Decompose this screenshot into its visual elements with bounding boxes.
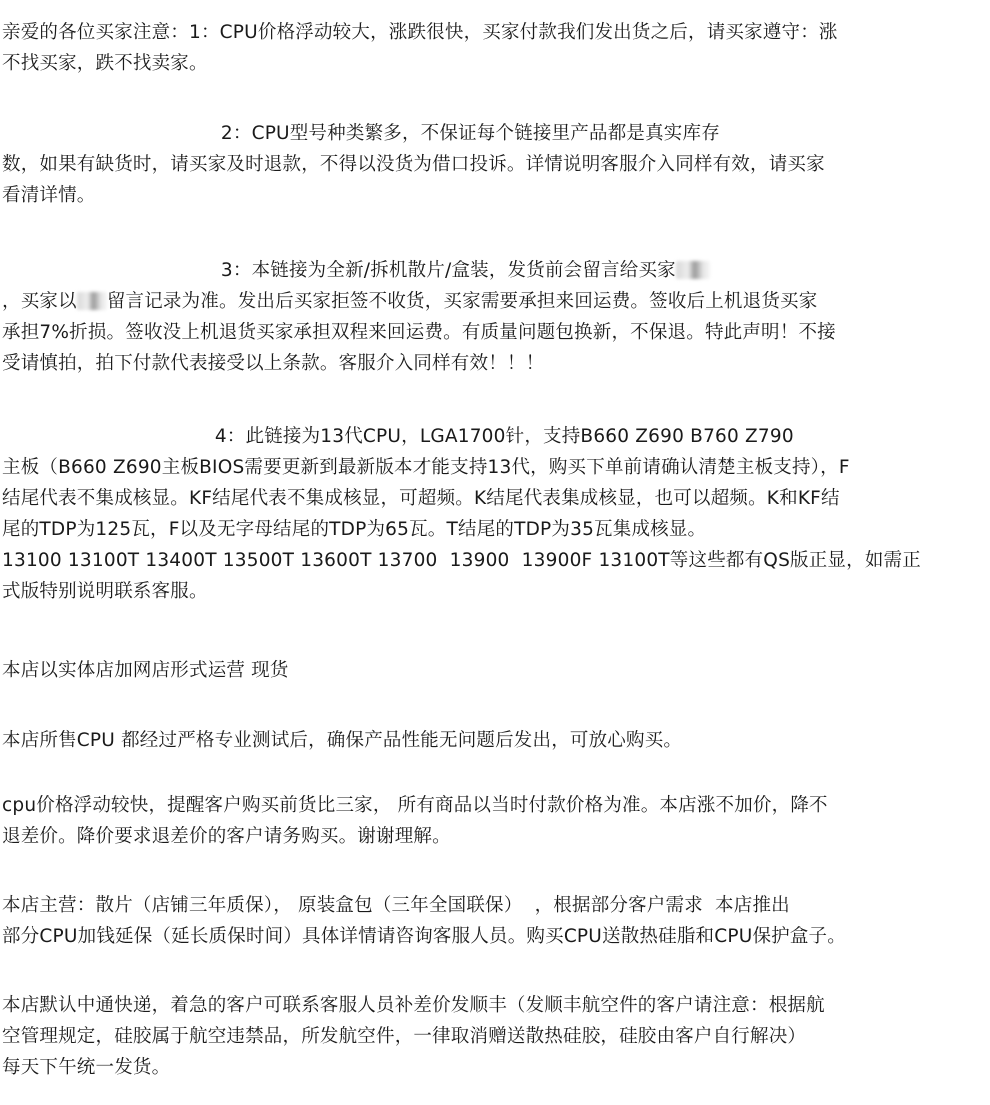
text-line: 13100 13100T 13400T 13500T 13600T 13700 13900 13900F 13100T等这些都有QS版正显，如需正 bbox=[2, 550, 921, 571]
notice-paragraph-1 bbox=[2, 17, 988, 79]
text-line: 本店以实体店加网店形式运营 现货 bbox=[2, 660, 289, 681]
text-line: 式版特别说明联系客服。 bbox=[2, 581, 208, 602]
notice-paragraph-3 bbox=[2, 255, 988, 379]
text-line: 部分CPU加钱延保（延长质保时间）具体详情请咨询客服人员。购买CPU送散热硅脂和CPU保护盒子。 bbox=[2, 926, 846, 947]
text-segment: ，买家以 bbox=[2, 291, 77, 312]
text-line: 尾的TDP为125瓦，F以及无字母结尾的TDP为65瓦。T结尾的TDP为35瓦集成核显。 bbox=[2, 519, 707, 540]
text-line bbox=[2, 255, 988, 286]
text-line: 亲爱的各位买家注意：1：CPU价格浮动较大，涨跌很快，买家付款我们发出货之后，请买家遵守：涨 bbox=[2, 22, 838, 43]
text-line: 本店所售CPU 都经过严格专业测试后，确保产品性能无问题后发出，可放心购买。 bbox=[2, 730, 683, 751]
text-line: 受请慎拍，拍下付款代表接受以上条款。客服介入同样有效！！！ bbox=[2, 353, 545, 374]
notice-paragraph-2 bbox=[2, 118, 988, 211]
redacted-contact-blur bbox=[77, 292, 107, 310]
text-line: 本店默认中通快递，着急的客户可联系客服人员补差价发顺丰（发顺丰航空件的客户请注意：根据航 bbox=[2, 995, 825, 1016]
text-line: 空管理规定，硅胶属于航空违禁品，所发航空件，一律取消赠送散热硅胶，硅胶由客户自行解决） bbox=[2, 1026, 807, 1047]
text-line: 主板（B660 Z690主板BIOS需要更新到最新版本才能支持13代，购买下单前请确认清楚主板支持），F bbox=[2, 457, 850, 478]
store-info-operation bbox=[2, 655, 988, 686]
store-info-testing bbox=[2, 725, 988, 756]
text-line: 结尾代表不集成核显。KF结尾代表不集成核显，可超频。K结尾代表集成核显，也可以超频。K和KF结 bbox=[2, 488, 840, 509]
store-info-pricing bbox=[2, 790, 988, 852]
text-segment: 留言记录为准。发出后买家拒签不收货，买家需要承担来回运费。签收后上机退货买家 bbox=[106, 291, 818, 312]
text-line: 2：CPU型号种类繁多，不保证每个链接里产品都是真实库存 bbox=[2, 123, 720, 144]
redacted-contact-blur bbox=[676, 261, 710, 279]
text-line: 不找买家，跌不找卖家。 bbox=[2, 53, 208, 74]
text-line: 4：此链接为13代CPU，LGA1700针，支持B660 Z690 B760 Z790 bbox=[2, 426, 794, 447]
text-segment: 3：本链接为全新/拆机散片/盒装，发货前会留言给买家 bbox=[2, 260, 676, 281]
notice-paragraph-4 bbox=[2, 421, 988, 607]
text-line: 每天下午统一发货。 bbox=[2, 1057, 171, 1078]
store-info-warranty bbox=[2, 890, 988, 952]
text-line: 本店主营：散片（店铺三年质保）， 原装盒包（三年全国联保） ，根据部分客户需求 本店推出 bbox=[2, 895, 790, 916]
text-line: cpu价格浮动较快，提醒客户购买前货比三家， 所有商品以当时付款价格为准。本店涨不加价，降不 bbox=[2, 795, 828, 816]
store-info-shipping bbox=[2, 990, 988, 1083]
text-line: 数，如果有缺货时，请买家及时退款，不得以没货为借口投诉。详情说明客服介入同样有效，请买家 bbox=[2, 154, 825, 175]
text-line: 承担7%折损。签收没上机退货买家承担双程来回运费。有质量问题包换新，不保退。特此声明！不接 bbox=[2, 322, 836, 343]
text-line: 退差价。降价要求退差价的客户请务购买。谢谢理解。 bbox=[2, 826, 451, 847]
text-line bbox=[2, 286, 988, 317]
text-line: 看清详情。 bbox=[2, 185, 96, 206]
